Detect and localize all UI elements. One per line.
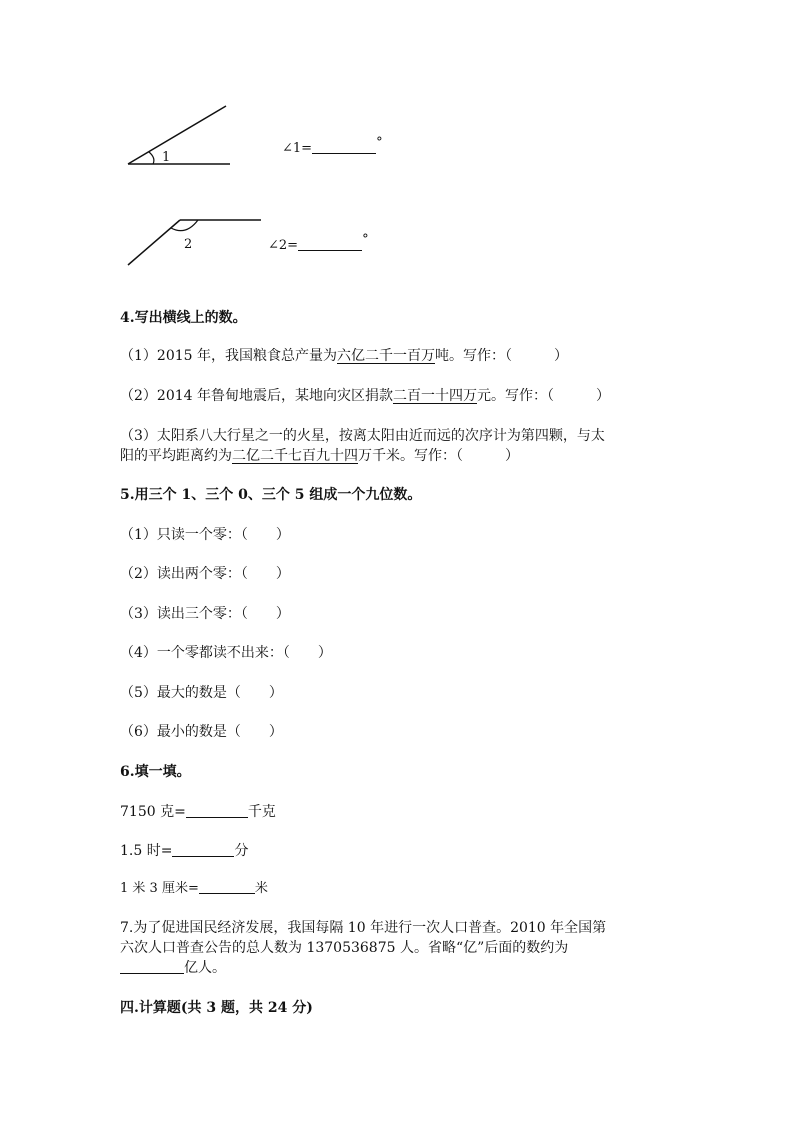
- section-4-title: 四.计算题(共 3 题，共 24 分): [120, 1000, 313, 1016]
- q4-item-3-underlined: 二亿二千七百九十四: [232, 448, 358, 464]
- q6-item-3-unit: 米: [254, 881, 268, 896]
- q5-item-1: （1）只读一个零：（ ）: [120, 527, 290, 543]
- q6-item-1-blank[interactable]: [186, 803, 248, 818]
- q4-item-2-pre: （2）2014 年鲁甸地震后，某地向灾区捐款: [120, 388, 393, 404]
- q7-blank[interactable]: [120, 959, 184, 974]
- q6-item-2-blank[interactable]: [172, 842, 234, 857]
- q4-item-2-underlined: 二百一十四万: [393, 388, 477, 404]
- angle-1-slanted-ray: [128, 106, 226, 164]
- angle-1-unit: °: [376, 135, 383, 150]
- q6-item-2-unit: 分: [234, 843, 249, 859]
- q5-item-5: （5）最大的数是（ ）: [120, 685, 283, 701]
- q4-item-1: [120, 346, 568, 366]
- angle-2-vertex-label: 2: [184, 237, 193, 252]
- q6-item-3-pre: 1 米 3 厘米=: [120, 881, 199, 896]
- q6-item-2: [120, 841, 248, 861]
- q4-item-1-post: 吨。写作：（ ）: [435, 348, 568, 364]
- angle-1-figure: [0, 0, 794, 300]
- q5-title: 5.用三个 1、三个 0、三个 5 组成一个九位数。: [120, 487, 422, 503]
- angle-1-expr: ∠1=: [282, 141, 313, 156]
- q4-item-2: [120, 386, 610, 406]
- q6-title: 6.填一填。: [120, 764, 191, 780]
- q6-item-2-pre: 1.5 时=: [120, 843, 173, 859]
- q4-title: 4.写出横线上的数。: [120, 310, 247, 326]
- angle-1-blank[interactable]: [312, 139, 376, 154]
- angle-2-arc: [171, 220, 198, 231]
- q7-line-3-post: 亿人。: [184, 960, 226, 976]
- q4-item-1-pre: （1）2015 年，我国粮食总产量为: [120, 348, 337, 364]
- angle-1-answer: [282, 133, 383, 159]
- angle-2-expr: ∠2=: [268, 238, 299, 253]
- q6-item-1-pre: 7150 克=: [120, 804, 186, 820]
- q5-item-4: （4）一个零都读不出来：（ ）: [120, 645, 332, 661]
- q5-item-2: （2）读出两个零：（ ）: [120, 566, 290, 582]
- angle-1-arc: [149, 152, 154, 164]
- q4-item-3-post: 万千米。写作：（ ）: [358, 448, 519, 464]
- q4-item-2-post: 元。写作：（ ）: [477, 388, 610, 404]
- angle-1-vertex-label: 1: [162, 150, 171, 165]
- angle-2-unit: °: [362, 232, 369, 247]
- q7-line-1: 7.为了促进国民经济发展，我国每隔 10 年进行一次人口普查。2010 年全国第: [120, 920, 607, 936]
- q5-item-3: （3）读出三个零：（ ）: [120, 606, 290, 622]
- angle-2-slanted-ray: [128, 220, 180, 265]
- q6-item-3: [120, 879, 268, 899]
- angle-2-blank[interactable]: [298, 236, 362, 251]
- q6-item-1-unit: 千克: [247, 804, 276, 820]
- angle-2-answer: [268, 230, 369, 256]
- q5-item-6: （6）最小的数是（ ）: [120, 724, 283, 740]
- q4-item-3-line-1: （3）太阳系八大行星之一的火星，按离太阳由近而远的次序计为第四颗，与太: [120, 428, 605, 444]
- q4-item-3-pre: 阳的平均距离约为: [120, 448, 232, 464]
- q4-item-3-line-2: [120, 446, 519, 466]
- q7-line-3: [120, 958, 226, 978]
- q7-line-2: 六次人口普查公告的总人数为 1370536875 人。省略“亿”后面的数约为: [120, 940, 569, 956]
- q6-item-1: [120, 802, 276, 822]
- q6-item-3-blank[interactable]: [199, 879, 255, 894]
- q4-item-1-underlined: 六亿二千一百万: [337, 348, 435, 364]
